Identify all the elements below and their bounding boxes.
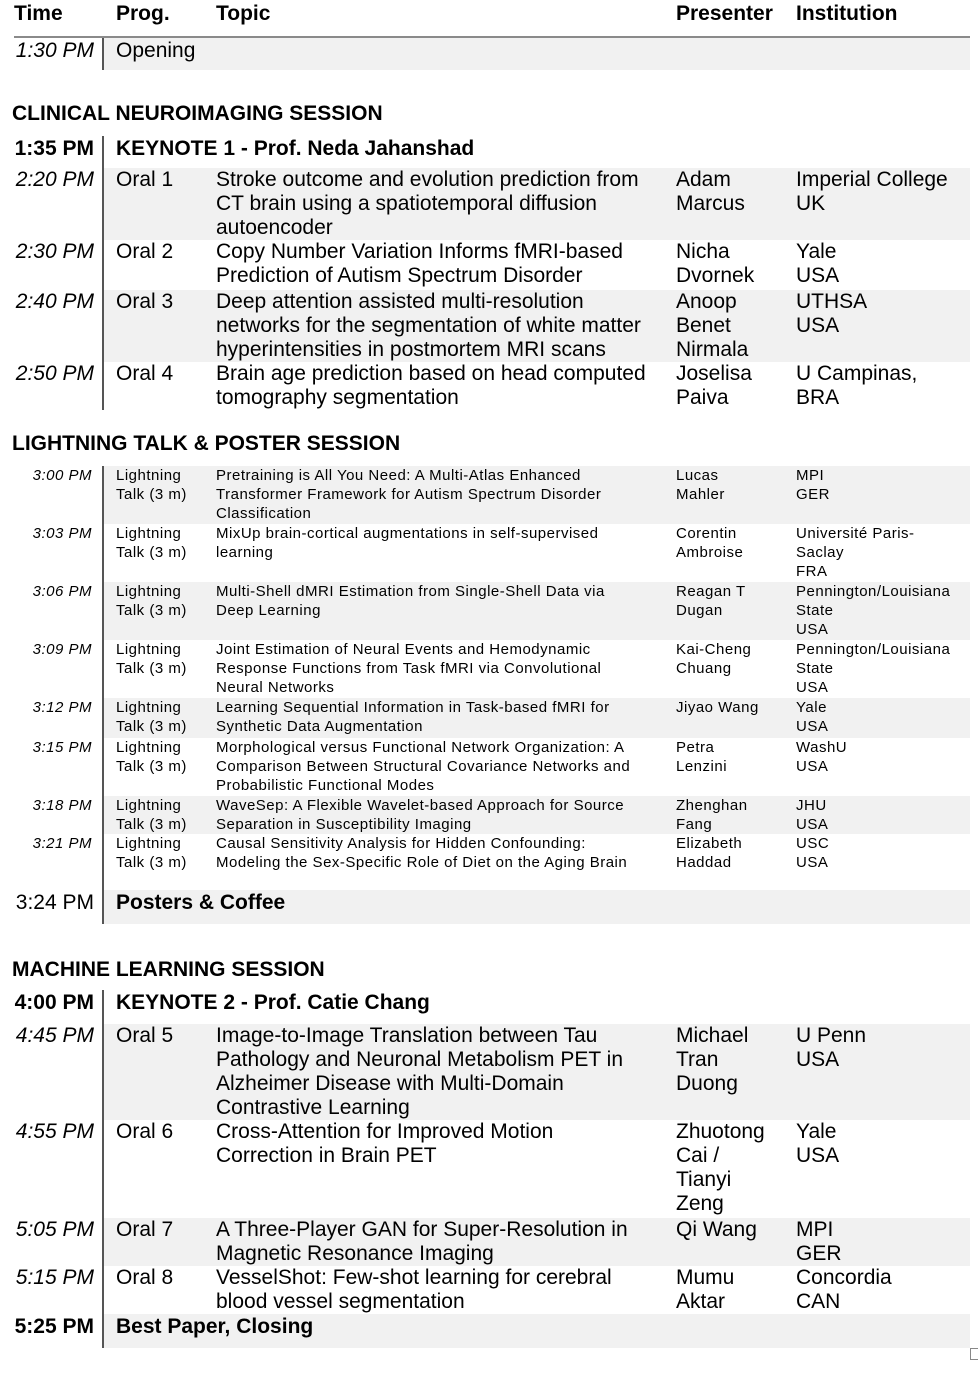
row-institution: WashU USA — [796, 739, 848, 775]
header-institution: Institution — [796, 2, 898, 25]
row-time: 1:30 PM — [15, 39, 94, 62]
header-presenter: Presenter — [676, 2, 773, 25]
oral-row — [0, 240, 978, 290]
row-institution: MPI GER — [796, 1218, 842, 1265]
row-topic: Image-to-Image Translation between Tau Pathology and Neuronal Metabolism PET in Alzheimer Disease with Multi-Domain Contrastive Learning — [216, 1024, 624, 1119]
header-time: Time — [14, 2, 63, 25]
lightning-row — [0, 640, 978, 698]
row-prog: Lightning Talk (3 m) — [116, 583, 187, 619]
row-topic: Morphological versus Functional Network Organization: A Comparison Between Structural Covariance Networks and Probabilistic Functional Modes — [216, 739, 631, 794]
oral-row — [0, 290, 978, 362]
row-institution: UTHSA USA — [796, 290, 868, 337]
row-topic: Pretraining is All You Need: A Multi-Atlas Enhanced Transformer Framework for Autism Spectrum Disorder Classification — [216, 467, 602, 522]
lightning-row — [0, 738, 978, 796]
row-time: 4:45 PM — [15, 1024, 94, 1047]
row-time: 3:15 PM — [32, 739, 92, 756]
row-topic: VesselShot: Few-shot learning for cerebral blood vessel segmentation — [216, 1266, 612, 1313]
row-topic: Stroke outcome and evolution prediction from CT brain using a spatiotemporal diffusion autoencoder — [216, 168, 639, 239]
section-title-ml: MACHINE LEARNING SESSION — [12, 958, 325, 981]
row-time: 4:00 PM — [14, 991, 94, 1014]
row-time: 3:24 PM — [15, 891, 94, 914]
row-time: 3:21 PM — [32, 835, 92, 852]
row-presenter: Jiyao Wang — [676, 699, 759, 716]
row-label: Opening — [116, 39, 196, 62]
row-time: 5:15 PM — [15, 1266, 94, 1289]
page-corner-mark — [970, 1348, 978, 1360]
row-presenter: Petra Lenzini — [676, 739, 728, 775]
row-prog: Lightning Talk (3 m) — [116, 641, 187, 677]
row-topic: Learning Sequential Information in Task-based fMRI for Synthetic Data Augmentation — [216, 699, 610, 735]
closing-row — [0, 1314, 978, 1348]
row-prog: Lightning Talk (3 m) — [116, 467, 187, 503]
oral-row — [0, 1024, 978, 1120]
row-institution: Pennington/Louisiana State USA — [796, 583, 951, 638]
row-institution: USC USA — [796, 835, 830, 871]
keynote-row — [0, 136, 978, 168]
row-time: 3:18 PM — [32, 797, 92, 814]
break-row — [0, 890, 978, 924]
row-prog: Lightning Talk (3 m) — [116, 739, 187, 775]
row-time: 1:35 PM — [14, 137, 94, 160]
row-time: 2:30 PM — [15, 240, 94, 263]
row-topic: WaveSep: A Flexible Wavelet-based Approach for Source Separation in Susceptibility Imaging — [216, 797, 625, 833]
row-institution: U Penn USA — [796, 1024, 867, 1071]
row-presenter: Elizabeth Haddad — [676, 835, 743, 871]
section-title-lightning: LIGHTNING TALK & POSTER SESSION — [12, 432, 401, 455]
row-time: 5:25 PM — [14, 1315, 94, 1338]
row-institution: U Campinas, BRA — [796, 362, 918, 409]
section-title-clinical: CLINICAL NEUROIMAGING SESSION — [12, 102, 383, 125]
row-institution: Concordia CAN — [796, 1266, 892, 1313]
row-institution: Yale USA — [796, 240, 840, 287]
row-topic: A Three-Player GAN for Super-Resolution in Magnetic Resonance Imaging — [216, 1218, 628, 1265]
row-prog: Oral 8 — [116, 1266, 174, 1289]
lightning-row — [0, 834, 978, 890]
row-prog: Lightning Talk (3 m) — [116, 699, 187, 735]
row-time: 3:03 PM — [32, 525, 92, 542]
row-presenter: Zhuotong Cai / Tianyi Zeng — [676, 1120, 765, 1215]
row-prog: Lightning Talk (3 m) — [116, 797, 187, 833]
row-time: 4:55 PM — [15, 1120, 94, 1143]
lightning-row — [0, 524, 978, 582]
row-prog: Oral 2 — [116, 240, 174, 263]
row-prog: Oral 4 — [116, 362, 174, 385]
row-time: 5:05 PM — [15, 1218, 94, 1241]
lightning-row — [0, 582, 978, 640]
header-topic: Topic — [216, 2, 271, 25]
oral-row — [0, 1120, 978, 1218]
oral-row — [0, 362, 978, 410]
row-prog: Oral 7 — [116, 1218, 174, 1241]
row-topic: Joint Estimation of Neural Events and Hemodynamic Response Functions from Task fMRI via Convolutional Neural Networks — [216, 641, 602, 696]
row-topic: Brain age prediction based on head computed tomography segmentation — [216, 362, 646, 409]
row-institution: Yale USA — [796, 1120, 840, 1167]
row-prog: Lightning Talk (3 m) — [116, 525, 187, 561]
row-label: Posters & Coffee — [116, 891, 286, 914]
header-prog: Prog. — [116, 2, 170, 25]
row-topic: Deep attention assisted multi-resolution networks for the segmentation of white matter hyperintensities in postmortem MRI scans — [216, 290, 641, 361]
row-presenter: Joselisa Paiva — [676, 362, 752, 409]
row-topic: Multi-Shell dMRI Estimation from Single-Shell Data via Deep Learning — [216, 583, 605, 619]
row-label: KEYNOTE 1 - Prof. Neda Jahanshad — [116, 137, 475, 160]
lightning-row — [0, 466, 978, 524]
row-institution: Imperial College UK — [796, 168, 948, 215]
row-presenter: Qi Wang — [676, 1218, 757, 1241]
row-presenter: Corentin Ambroise — [676, 525, 744, 561]
row-time: 2:40 PM — [15, 290, 94, 313]
row-topic: MixUp brain-cortical augmentations in self-supervised learning — [216, 525, 599, 561]
row-institution: MPI GER — [796, 467, 831, 503]
row-presenter: Nicha Dvornek — [676, 240, 755, 287]
row-time: 3:12 PM — [32, 699, 92, 716]
row-presenter: Adam Marcus — [676, 168, 745, 215]
row-presenter: Kai-Cheng Chuang — [676, 641, 752, 677]
row-label: KEYNOTE 2 - Prof. Catie Chang — [116, 991, 430, 1014]
row-presenter: Reagan T Dugan — [676, 583, 746, 619]
lightning-row — [0, 796, 978, 834]
row-time: 3:00 PM — [32, 467, 92, 484]
row-time: 2:50 PM — [15, 362, 94, 385]
row-prog: Lightning Talk (3 m) — [116, 835, 187, 871]
row-time: 3:09 PM — [32, 641, 92, 658]
row-prog: Oral 3 — [116, 290, 174, 313]
row-institution: JHU USA — [796, 797, 829, 833]
row-presenter: Anoop Benet Nirmala — [676, 290, 749, 361]
row-presenter: Lucas Mahler — [676, 467, 725, 503]
row-presenter: Michael Tran Duong — [676, 1024, 749, 1095]
row-prog: Oral 6 — [116, 1120, 174, 1143]
oral-row — [0, 1218, 978, 1266]
row-time: 3:06 PM — [32, 583, 92, 600]
row-time: 2:20 PM — [15, 168, 94, 191]
keynote-row — [0, 990, 978, 1024]
row-presenter: Zhenghan Fang — [676, 797, 748, 833]
row-prog: Oral 1 — [116, 168, 174, 191]
opening-row — [0, 38, 978, 70]
row-label: Best Paper, Closing — [116, 1315, 314, 1338]
row-institution: Pennington/Louisiana State USA — [796, 641, 951, 696]
row-topic: Cross-Attention for Improved Motion Correction in Brain PET — [216, 1120, 554, 1167]
row-institution: Université Paris- Saclay FRA — [796, 525, 915, 580]
row-institution: Yale USA — [796, 699, 829, 735]
row-presenter: Mumu Aktar — [676, 1266, 735, 1313]
row-prog: Oral 5 — [116, 1024, 174, 1047]
lightning-row — [0, 698, 978, 738]
oral-row — [0, 168, 978, 240]
row-topic: Causal Sensitivity Analysis for Hidden Confounding: Modeling the Sex-Specific Role of Diet on the Aging Brain — [216, 835, 628, 871]
oral-row — [0, 1266, 978, 1314]
row-topic: Copy Number Variation Informs fMRI-based Prediction of Autism Spectrum Disorder — [216, 240, 623, 287]
